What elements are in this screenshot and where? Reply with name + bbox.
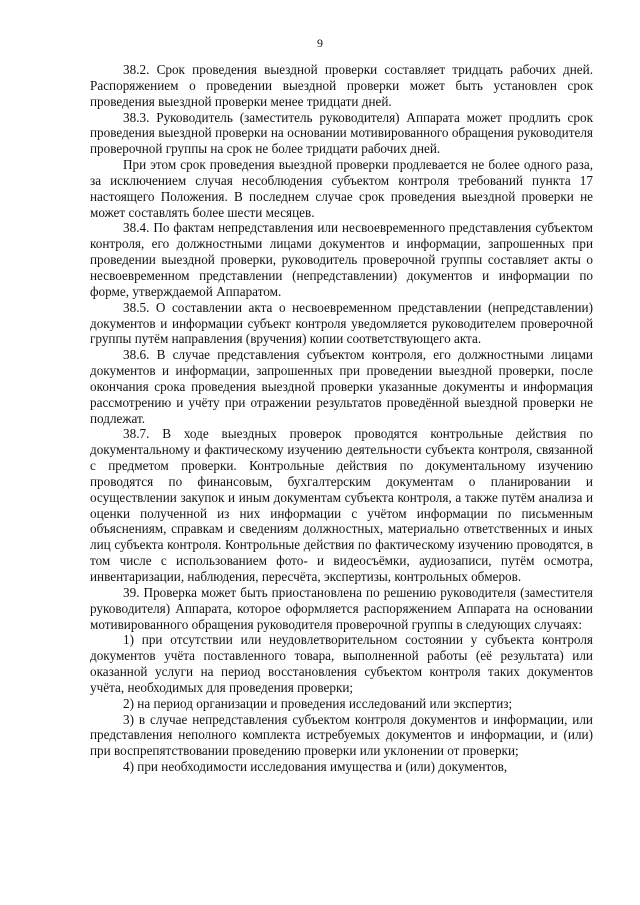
page-number: 9 [317, 36, 323, 50]
paragraph-38-2: 38.2. Срок проведения выездной проверки составляет тридцать рабочих дней. Распоряжением о проведении выездной проверки может быть установлен срок проведения выездной проверки менее тридцати дней. [90, 62, 593, 109]
list-item-39-4: 4) при необходимости исследования имущества и (или) документов, [123, 759, 508, 775]
paragraph-38-4: 38.4. По фактам непредставления или несвоевременного представления субъектом контроля, его должностными лицами документов и информации, запрошенных при проведении выездной проверки, руководитель проверочной группы составляет акты о несвоевременном представлении (непредставлении) документов и информации по форме, утверждаемой Аппаратом. [90, 220, 593, 299]
paragraph-38-3-extension: При этом срок проведения выездной проверки продлевается не более одного раза, за исключением случая несоблюдения субъектом контроля требований пункта 17 настоящего Положения. В последнем случае срок проведения выездной проверки не может составлять более шести месяцев. [90, 157, 593, 220]
document-body [90, 62, 593, 775]
list-item-39-3: 3) в случае непредставления субъектом контроля документов и информации, или представления неполного комплекта истребуемых документов и информации, и (или) при воспрепятствовании проведению проверки или уклонении от проверки; [90, 711, 593, 759]
paragraph-38-6: 38.6. В случае представления субъектом контроля, его должностными лицами документов и информации, запрошенных при проведении выездной проверки, после окончания срока проведения выездной проверки указанные документы и информация рассмотрению и учёту при отражении результатов проведённой выездной проверки не подлежат. [90, 347, 593, 426]
list-item-39-2: 2) на период организации и проведения исследований или экспертиз; [123, 695, 513, 711]
paragraph-38-3: 38.3. Руководитель (заместитель руководителя) Аппарата может продлить срок проведения выездной проверки на основании мотивированного обращения руководителя проверочной группы на срок не более тридцати рабочих дней. [90, 109, 593, 157]
paragraph-39: 39. Проверка может быть приостановлена по решению руководителя (заместителя руководителя) Аппарата, которое оформляется распоряжением Аппарата на основании мотивированного обращения руководителя проверочной группы в следующих случаях: [90, 584, 593, 632]
paragraph-38-5: 38.5. О составлении акта о несвоевременном представлении (непредставлении) документов и информации субъект контроля уведомляется руководителем проверочной группы путём направления (вручения) копии соответствующего акта. [90, 299, 593, 347]
list-item-39-1: 1) при отсутствии или неудовлетворительном состоянии у субъекта контроля документов учёта поставленного товара, выполненной работы (её результата) или оказанной услуги на период восстановления субъектом контроля таких документов учёта, необходимых для проведения проверки; [90, 632, 593, 695]
paragraph-38-7: 38.7. В ходе выездных проверок проводятся контрольные действия по документальному и фактическому изучению деятельности субъекта контроля, связанной с предметом проверки. Контрольные действия по документальному изучению проводятся по финансовым, бухгалтерским документам о планировании и осуществлении закупок и иным документам субъекта контроля, а также путём анализа и оценки полученной из них информации с учётом информации по письменным объяснениям, справкам и сведениям должностных, материально ответственных и иных лиц субъекта контроля. Контрольные действия по фактическому изучению проводятся, в том числе с использованием фото- и видеосъёмки, аудиозаписи, путём осмотра, инвентаризации, наблюдения, пересчёта, экспертизы, контрольных обмеров. [90, 426, 593, 584]
